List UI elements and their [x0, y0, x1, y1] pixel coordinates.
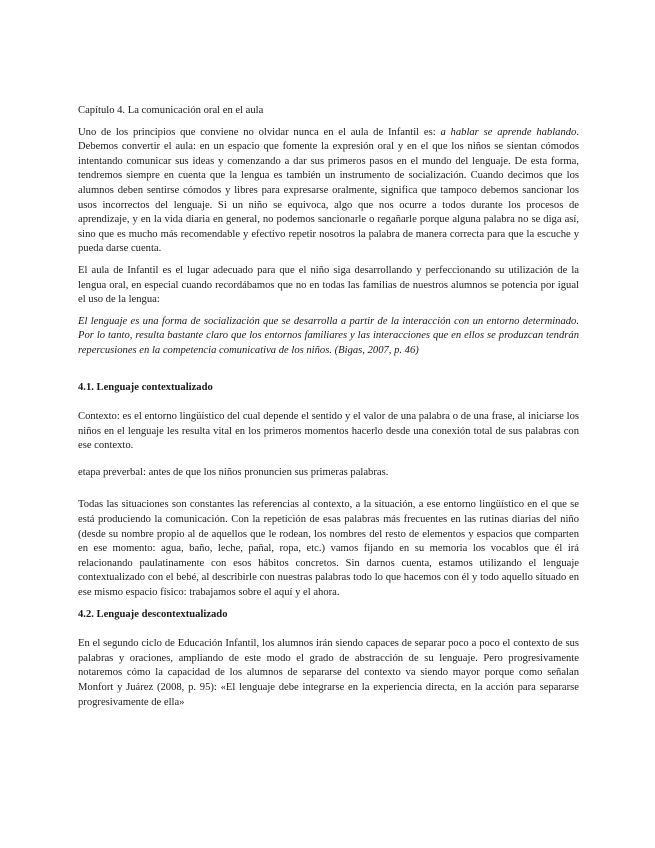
intro-rest: . Debemos convertir el aula: en un espacio que fomente la expresión oral y en el que los niños se sientan cómodos intentando comunicar sus ideas y comenzando a dar sus primeros pasos en el mundo del lenguaje. De esta forma, tendremos siempre en cuenta que la lengua es también un instrumento de socialización. Cuando decimos que los alumnos deben sentirse cómodos y libres para expresarse oralmente, significa que tampoco debemos sancionar los usos incorrectos del lenguaje. Si un niño se equivoca, algo que nos ocurre a todos durante los procesos de aprendizaje, y en la vida diaria en general, no podemos sancionarle o regañarle porque alguna palabra no se diga así, sino que es mucho más recomendable y efectivo repetir nosotros la palabra de manera correcta para que la escuche y pueda darse cuenta.	[78, 126, 579, 255]
intro-paragraph	[78, 126, 579, 257]
block-quote: El lenguaje es una forma de socialización que se desarrolla a partir de la interacción con un entorno determinado. Por lo tanto, resulta bastante claro que los entornos familiares y las interacciones que en ellos se produzcan tendrán repercusiones en la competencia comunicativa de los niños. (Bigas, 2007, p. 46)	[78, 315, 579, 356]
document-page	[78, 104, 579, 717]
section-heading-descontextualizado: 4.2. Lenguaje descontextualizado	[78, 608, 228, 620]
section-heading-contextualizado: 4.1. Lenguaje contextualizado	[78, 381, 213, 393]
intro-emphasis: a hablar se aprende hablando	[440, 126, 577, 138]
preverbal-stage-note: etapa preverbal: antes de que los niños pronuncien sus primeras palabras.	[78, 466, 389, 478]
descontextualizado-body: En el segundo ciclo de Educación Infantil, los alumnos irán siendo capaces de separar poco a poco el contexto de sus palabras y oraciones, ampliando de este modo el grado de abstracción de su lenguaje. Pero progresivamente notaremos cómo la capacidad de los alumnos de separarse del contexto va siendo mayor porque como señalan Monfort y Juárez (2008, p. 95): «El lenguaje debe integrarse en la experiencia directa, en la acción para separarse progresivamente de ella»	[78, 638, 579, 708]
contextualizado-body: Todas las situaciones son constantes las referencias al contexto, a la situación, a ese entorno lingüístico en el que se está produciendo la comunicación. Con la repetición de esas palabras más frecuentes en las rutinas diarias del niño (desde su nombre propio al de aquellos que le rodean, los nombres del resto de elementos y espacios que comparten en ese momento: agua, baño, leche, pañal, ropa, etc.) vamos fijando en su memoria los vocablos que él irá relacionando paulatinamente con esos hábitos concretos. Sin darnos cuenta, estamos utilizando el lenguaje contextualizado con el bebé, al describirle con nuestras palabras todo lo que hacemos con él y todo aquello situado en ese mismo espacio físico: trabajamos sobre el aquí y el ahora.	[78, 499, 579, 599]
intro-lead: Uno de los principios que conviene no olvidar nunca en el aula de Infantil es:	[78, 126, 441, 138]
infantil-paragraph: El aula de Infantil es el lugar adecuado para que el niño siga desarrollando y perfeccionando su utilización de la lengua oral, en especial cuando recordábamos que no en todas las familias de nuestros alumnos se potencia por igual el uso de la lengua:	[78, 264, 579, 306]
context-definition: Contexto: es el entorno lingüístico del cual depende el sentido y el valor de una palabra o de una frase, al iniciarse los niños en el lenguaje les resulta vital en los primeros momentos hacerlo desde una conexión total de sus palabras con ese contexto.	[78, 411, 579, 452]
chapter-title: Capítulo 4. La comunicación oral en el aula	[78, 105, 264, 116]
